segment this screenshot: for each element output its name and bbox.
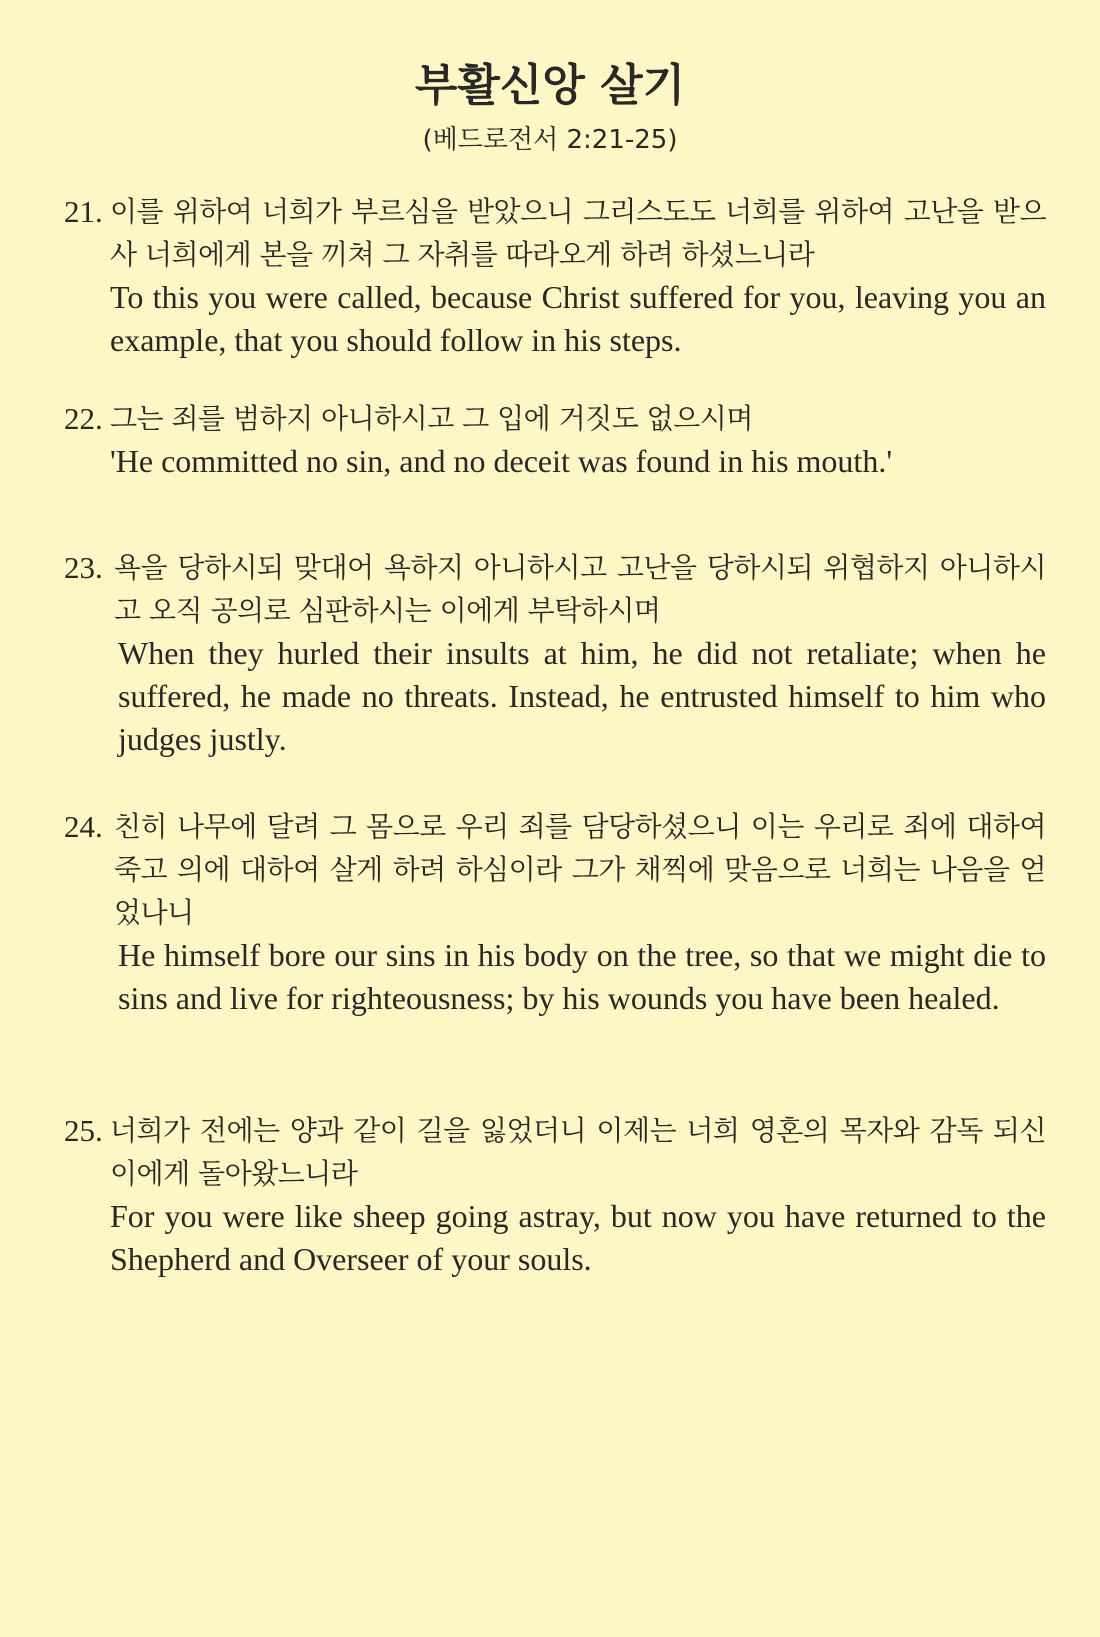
- verse-24: [64, 805, 1046, 1020]
- verse-25: [64, 1109, 1046, 1281]
- verse-english-text: For you were like sheep going astray, but now you have returned to the Shepherd and Overseer of your souls.: [110, 1198, 1046, 1277]
- verse-number: 23.: [64, 550, 103, 585]
- verse-number: 22.: [64, 401, 103, 436]
- verse-number: 21.: [64, 194, 103, 229]
- scripture-reference: (베드로전서 2:21-25): [422, 125, 678, 155]
- verse-english-text: He himself bore our sins in his body on the tree, so that we might die to sins and live for righteousness; by his wounds you have been healed.: [118, 937, 1046, 1016]
- page-title: 부활신앙 살기: [414, 60, 686, 111]
- verse-korean-text: 너희가 전에는 양과 같이 길을 잃었더니 이제는 너희 영혼의 목자와 감독 되신 이에게 돌아왔느니라: [110, 1114, 1046, 1190]
- verse-english-text: When they hurled their insults at him, he did not retaliate; when he suffered, he made no threats. Instead, he entrusted himself to him who judges justly.: [118, 635, 1046, 757]
- verse-korean-text: 그는 죄를 범하지 아니하시고 그 입에 거짓도 없으시며: [110, 402, 753, 435]
- verse-number: 24.: [64, 809, 103, 844]
- verse-english-text: 'He committed no sin, and no deceit was found in his mouth.': [110, 443, 893, 479]
- verse-korean-text: 욕을 당하시되 맞대어 욕하지 아니하시고 고난을 당하시되 위협하지 아니하시고 오직 공의로 심판하시는 이에게 부탁하시며: [114, 551, 1046, 627]
- verse-korean-text: 친히 나무에 달려 그 몸으로 우리 죄를 담당하셨으니 이는 우리로 죄에 대하여 죽고 의에 대하여 살게 하려 하심이라 그가 채찍에 맞음으로 너희는 나음을 얻었나니: [114, 810, 1046, 929]
- verse-korean-text: 이를 위하여 너희가 부르심을 받았으니 그리스도도 너희를 위하여 고난을 받으사 너희에게 본을 끼쳐 그 자취를 따라오게 하려 하셨느니라: [110, 195, 1046, 271]
- verse-23: [64, 546, 1046, 761]
- verse-english-text: To this you were called, because Christ suffered for you, leaving you an example, that you should follow in his steps.: [110, 279, 1046, 358]
- verse-22: [64, 397, 1046, 483]
- verse-number: 25.: [64, 1113, 103, 1148]
- verse-21: [64, 190, 1046, 362]
